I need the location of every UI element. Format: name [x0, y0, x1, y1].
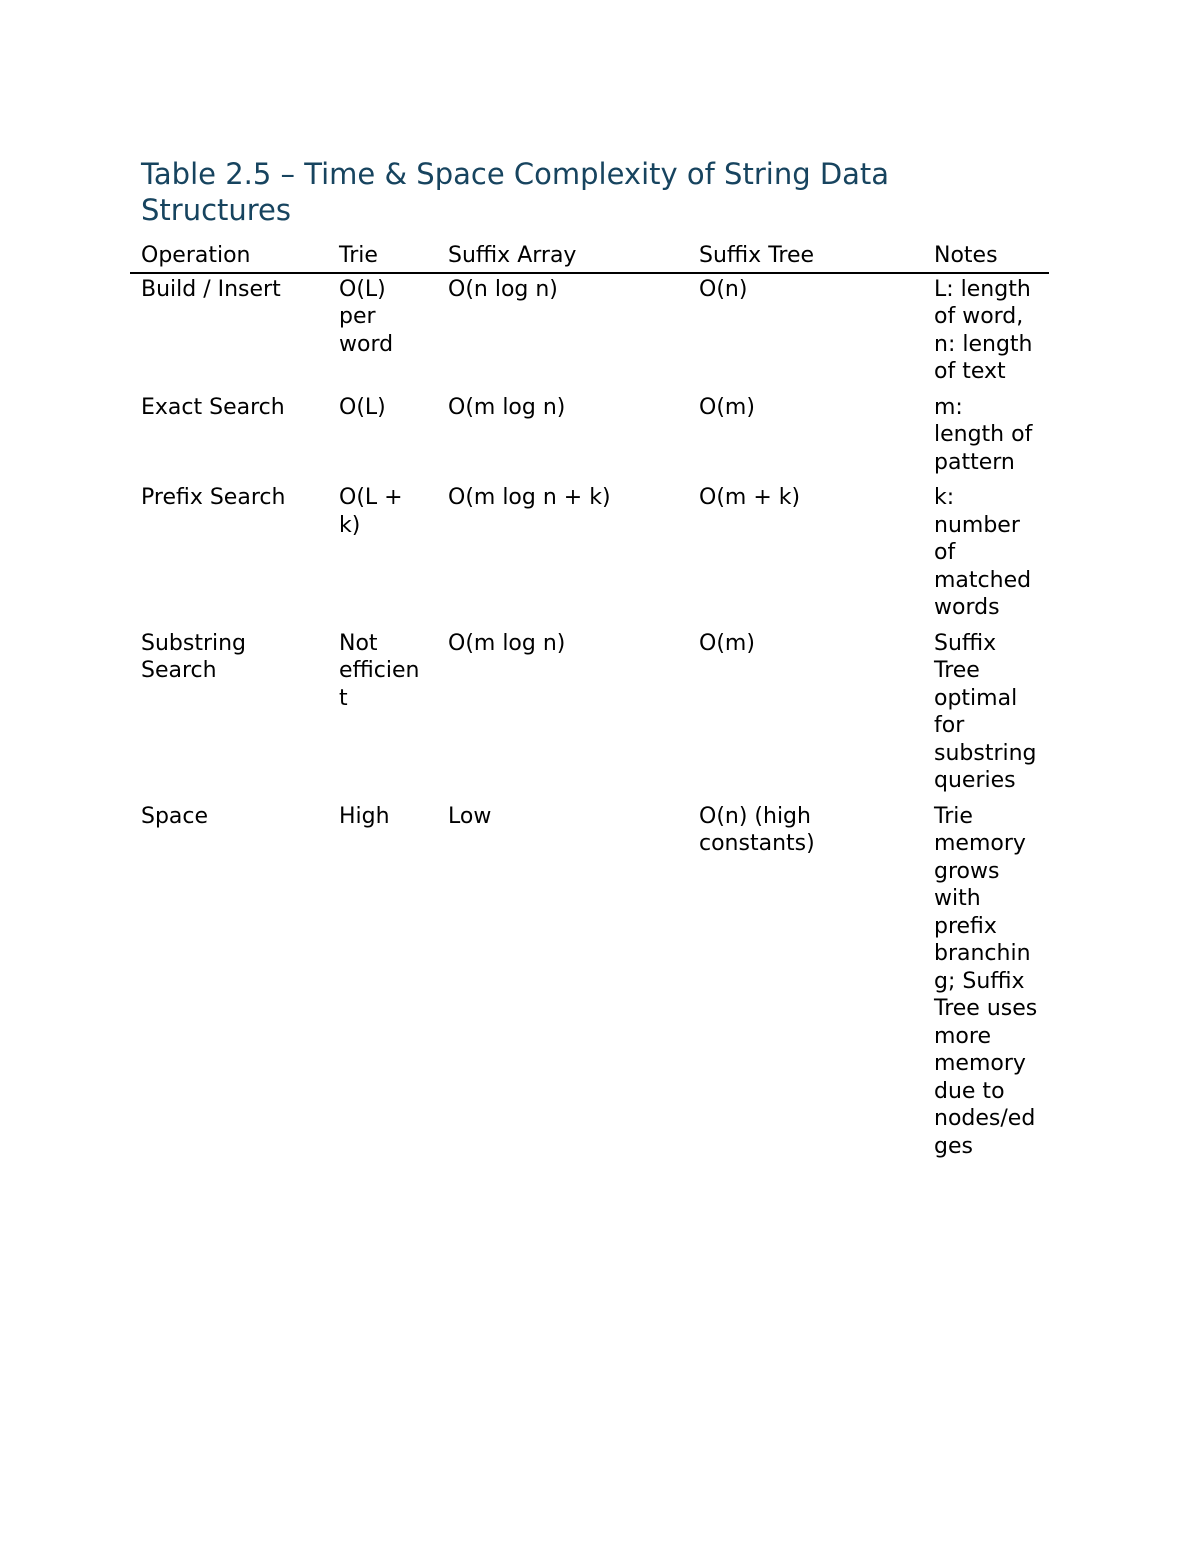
page-title: Table 2.5 – Time & Space Complexity of String Data Structures — [141, 157, 890, 227]
header-trie: Trie — [328, 240, 437, 273]
cell-suffix-tree: O(m) — [699, 630, 755, 656]
complexity-table — [130, 240, 1049, 1166]
cell-notes: k: number of matched words — [934, 485, 1032, 620]
cell-trie: O(L + k) — [339, 485, 403, 538]
cell-operation: Exact Search — [141, 394, 285, 420]
table-header — [130, 240, 1049, 273]
cell-suffix-array: O(m log n) — [448, 394, 566, 420]
cell-trie: High — [339, 803, 390, 829]
cell-notes: Trie memory grows with prefix branching; Suffix Tree uses more memory due to nodes/edges — [934, 803, 1038, 1159]
cell-notes: m: length of pattern — [934, 394, 1033, 475]
cell-suffix-array: Low — [448, 803, 492, 829]
cell-suffix-tree: O(n) — [699, 276, 748, 302]
table-body — [130, 273, 1049, 1167]
header-operation: Operation — [130, 240, 328, 273]
cell-operation: Substring Search — [141, 630, 247, 683]
cell-operation: Build / Insert — [141, 276, 281, 302]
table-row — [130, 482, 1049, 628]
cell-suffix-tree: O(m) — [699, 394, 755, 420]
cell-trie: O(L) — [339, 394, 386, 420]
table-row — [130, 801, 1049, 1167]
header-suffix-tree: Suffix Tree — [688, 240, 923, 273]
header-notes: Notes — [923, 240, 1049, 273]
cell-suffix-array: O(m log n) — [448, 630, 566, 656]
cell-operation: Prefix Search — [141, 485, 286, 510]
cell-notes: L: length of word, n: length of text — [934, 276, 1033, 384]
cell-notes: Suffix Tree optimal for substring queries — [934, 630, 1037, 793]
cell-suffix-array: O(n log n) — [448, 276, 558, 302]
cell-trie: O(L) per word — [339, 276, 394, 357]
header-suffix-array: Suffix Array — [437, 240, 688, 273]
cell-trie: Not efficient — [339, 630, 420, 711]
header-row — [130, 240, 1049, 273]
table-row — [130, 392, 1049, 483]
cell-suffix-tree: O(m + k) — [699, 485, 801, 510]
cell-suffix-array: O(m log n + k) — [448, 485, 611, 510]
cell-suffix-tree: O(n) (high constants) — [699, 803, 815, 856]
table-row — [130, 273, 1049, 392]
table-row — [130, 628, 1049, 801]
cell-operation: Space — [141, 803, 209, 829]
